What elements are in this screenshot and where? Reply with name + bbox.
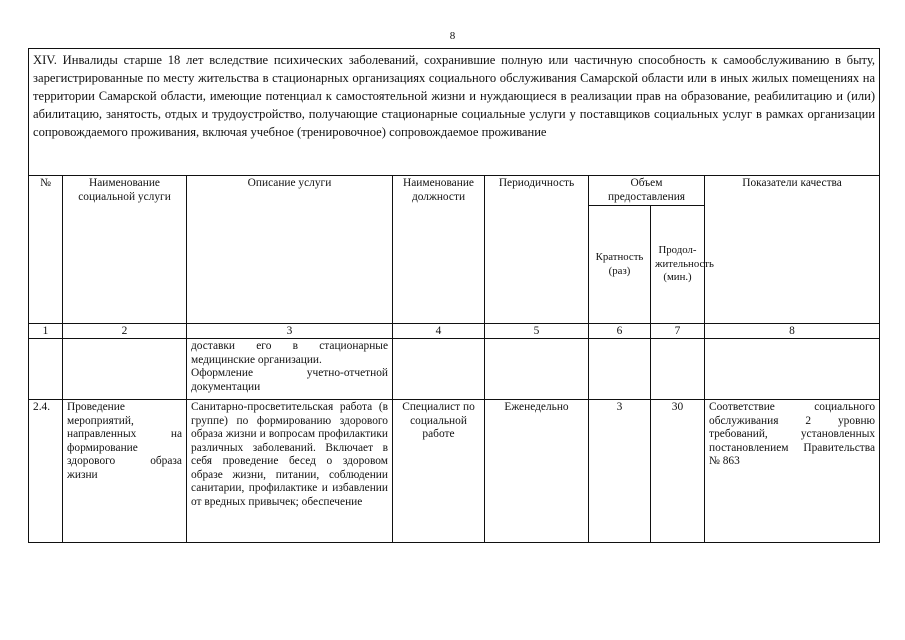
service-name: Проведение мероприятий, направленных на формирование здорового образа жизни xyxy=(63,400,187,543)
column-number: 7 xyxy=(651,324,705,339)
column-number: 3 xyxy=(187,324,393,339)
service-duration: 30 xyxy=(651,400,705,543)
section-heading: XIV. Инвалиды старше 18 лет вследствие психических заболеваний, сохранившие полную или частичную способность к самообслуживанию в быту, зарегистрированные по месту жительства в стационарных организациях социального обслуживания Самарской области или в иных жилых помещениях на территории Самарской области, имеющие потенциал к самостоятельной жизни и нуждающиеся в реализации прав на образование, реабилитацию и (или) абилитацию, занятость, отдых и трудоустройство, получающие стационарные социальные услуги у поставщиков социальных услуг в рамках организации сопровождаемого проживания, включая учебное (тренировочное) сопровождаемое проживание xyxy=(29,49,880,176)
header-description: Описание услуги xyxy=(187,176,393,324)
service-quality: Соответствие социального обслуживания 2 уровню требований, установленных постановлением Правительства № 863 xyxy=(705,400,880,543)
column-numbers-row xyxy=(29,324,880,339)
header-service-name: Наименование социальной услуги xyxy=(63,176,187,324)
header-volume xyxy=(589,176,705,206)
service-description: Санитарно-просветительская работа (в группе) по формированию здорового образа жизни и вопросам профилактики различных заболеваний. Включает в себя проведение бесед о здоровом образе жизни, питании, соблюдении санитарии, профилактике и избавлении от вредных привычек; обеспечение xyxy=(187,400,393,543)
continuation-text-1: доставки его в стационарные медицинские организации. xyxy=(191,340,388,366)
header-volume-label: Объем предоставления xyxy=(607,177,686,203)
header-frequency: Периодичность xyxy=(485,176,589,324)
column-number: 6 xyxy=(589,324,651,339)
column-number: 8 xyxy=(705,324,880,339)
continuation-row xyxy=(29,339,880,400)
continuation-text-2: Оформление учетно-отчетной документации xyxy=(191,367,388,393)
header-quality: Показатели качества xyxy=(705,176,880,324)
service-num: 2.4. xyxy=(29,400,63,543)
header-position: Наименование должности xyxy=(393,176,485,324)
column-number: 5 xyxy=(485,324,589,339)
service-frequency: Еженедельно xyxy=(485,400,589,543)
page-number: 8 xyxy=(449,30,456,42)
header-num: № xyxy=(29,176,63,324)
service-row xyxy=(29,400,880,543)
header-duration: Продол-жительность (мин.) xyxy=(651,206,705,324)
services-table xyxy=(28,48,880,543)
column-number: 4 xyxy=(393,324,485,339)
continuation-description xyxy=(187,339,393,400)
header-times: Кратность (раз) xyxy=(589,206,651,324)
column-number: 1 xyxy=(29,324,63,339)
column-number: 2 xyxy=(63,324,187,339)
service-times: 3 xyxy=(589,400,651,543)
service-position: Специалист по социальной работе xyxy=(393,400,485,543)
